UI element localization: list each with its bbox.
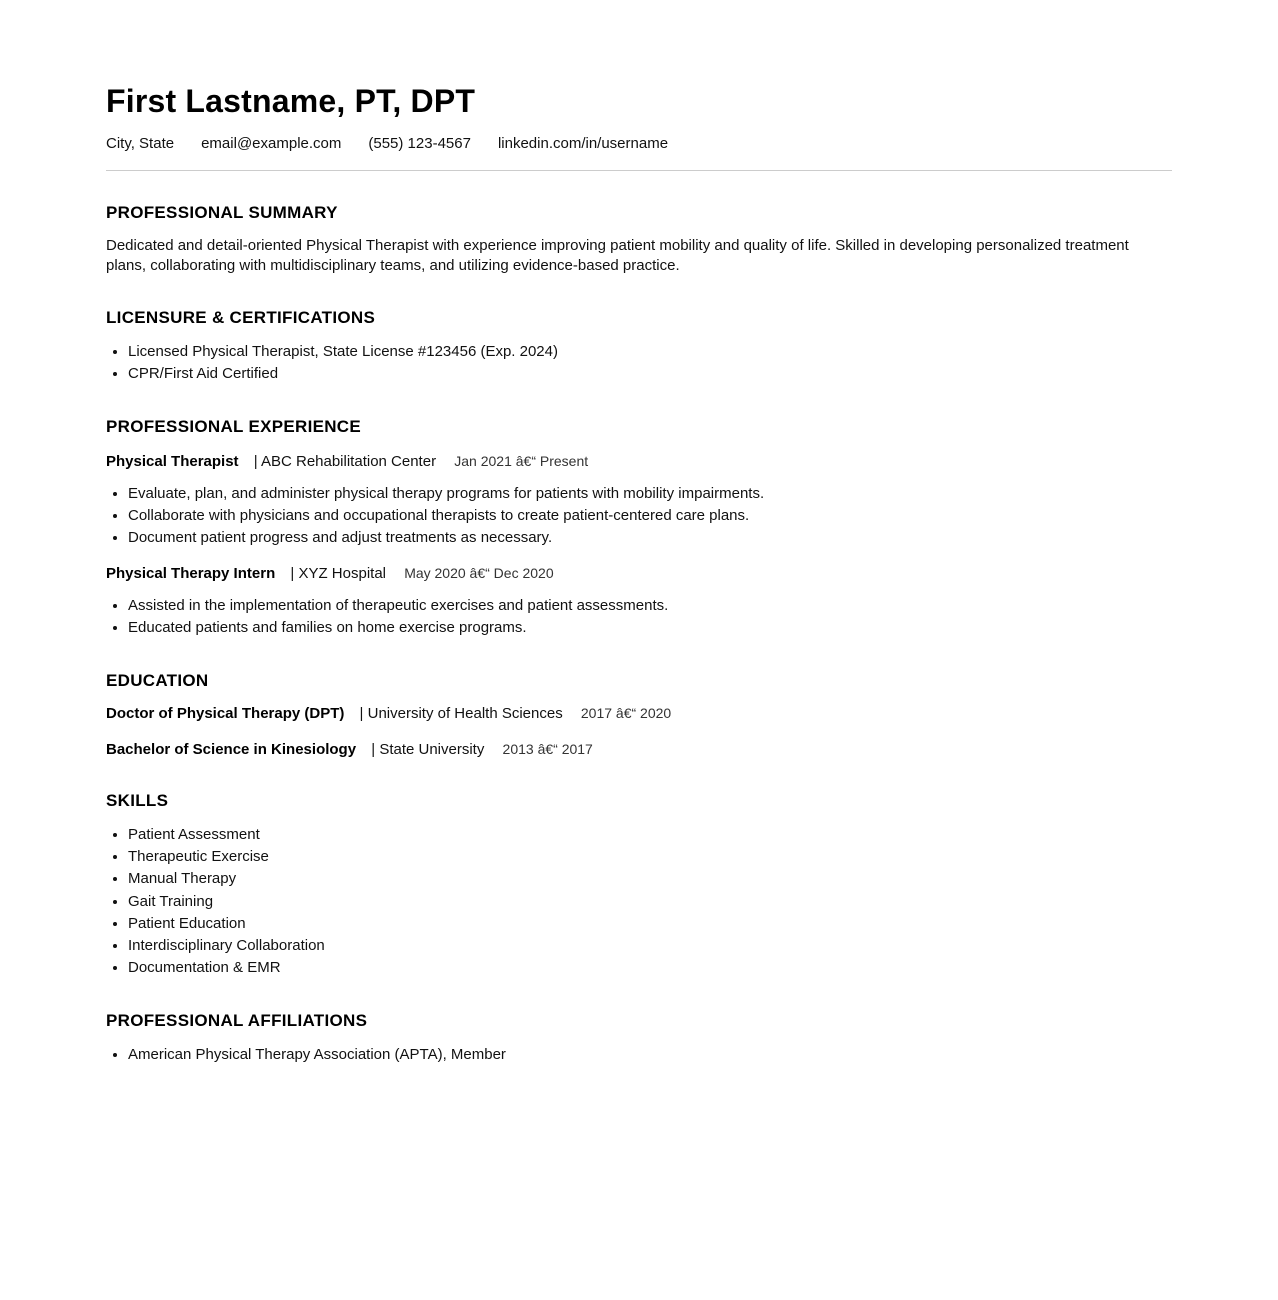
degree-school: | University of Health Sciences bbox=[359, 705, 563, 723]
education-degree-line bbox=[106, 704, 1172, 724]
summary-heading: PROFESSIONAL SUMMARY bbox=[106, 203, 338, 223]
job-company: | ABC Rehabilitation Center bbox=[253, 453, 437, 471]
affiliations-list bbox=[106, 1044, 1172, 1066]
job-dates: May 2020 â€“ Dec 2020 bbox=[404, 565, 554, 582]
header-divider bbox=[106, 170, 1172, 171]
job-bullet: • Collaborate with physicians and occupational therapists to create patient-centered care plans. bbox=[128, 505, 1172, 527]
job-bullet-list bbox=[106, 483, 1172, 550]
skill-item: • Gait Training bbox=[128, 891, 1172, 913]
skill-item: • Patient Assessment bbox=[128, 824, 1172, 846]
job-title: Physical Therapist bbox=[106, 453, 239, 471]
contact-row bbox=[106, 135, 1172, 152]
resume-name: First Lastname, PT, DPT bbox=[106, 83, 476, 119]
job-dates: Jan 2021 â€“ Present bbox=[454, 453, 589, 470]
skill-item: • Therapeutic Exercise bbox=[128, 846, 1172, 868]
contact-phone: (555) 123-4567 bbox=[368, 135, 471, 153]
degree-dates: 2013 â€“ 2017 bbox=[502, 740, 593, 757]
contact-email: email@example.com bbox=[201, 135, 342, 153]
affiliation-item: • American Physical Therapy Association (APTA), Member bbox=[128, 1044, 1172, 1066]
skills-list bbox=[106, 824, 1172, 979]
licensure-item: • Licensed Physical Therapist, State License #123456 (Exp. 2024) bbox=[128, 341, 1172, 363]
contact-location: City, State bbox=[106, 135, 175, 153]
education-heading: EDUCATION bbox=[106, 671, 209, 691]
experience-job bbox=[106, 564, 1172, 639]
skill-item: • Manual Therapy bbox=[128, 868, 1172, 890]
job-header-line bbox=[106, 564, 1172, 584]
licensure-item: • CPR/First Aid Certified bbox=[128, 363, 1172, 385]
education-degree-line bbox=[106, 740, 1172, 760]
affiliations-heading: PROFESSIONAL AFFILIATIONS bbox=[106, 1011, 368, 1031]
degree-title: Bachelor of Science in Kinesiology bbox=[106, 740, 357, 758]
contact-linkedin: linkedin.com/in/username bbox=[497, 135, 669, 153]
skills-heading: SKILLS bbox=[106, 791, 169, 811]
job-company: | XYZ Hospital bbox=[290, 565, 387, 583]
job-header-line bbox=[106, 452, 1172, 472]
degree-title: Doctor of Physical Therapy (DPT) bbox=[106, 705, 345, 723]
skill-item: • Interdisciplinary Collaboration bbox=[128, 935, 1172, 957]
job-bullet: • Educated patients and families on home exercise programs. bbox=[128, 617, 1172, 639]
degree-school: | State University bbox=[371, 740, 485, 758]
job-bullet-list bbox=[106, 595, 1172, 639]
summary-text: Dedicated and detail-oriented Physical Therapist with experience improving patient mobility and quality of life. Skilled in developing personalized treatment plans, collaborating with multidisciplinary teams, and utilizing evidence-based practice. bbox=[106, 237, 1129, 274]
experience-job bbox=[106, 452, 1172, 549]
licensure-list bbox=[106, 341, 1172, 385]
skill-item: • Patient Education bbox=[128, 913, 1172, 935]
job-bullet: • Document patient progress and adjust treatments as necessary. bbox=[128, 527, 1172, 549]
experience-heading: PROFESSIONAL EXPERIENCE bbox=[106, 417, 362, 437]
skill-item: • Documentation & EMR bbox=[128, 957, 1172, 979]
job-bullet: • Assisted in the implementation of therapeutic exercises and patient assessments. bbox=[128, 595, 1172, 617]
licensure-heading: LICENSURE & CERTIFICATIONS bbox=[106, 307, 376, 327]
degree-dates: 2017 â€“ 2020 bbox=[580, 705, 672, 722]
job-bullet: • Evaluate, plan, and administer physical therapy programs for patients with mobility impairments. bbox=[128, 483, 1172, 505]
job-title: Physical Therapy Intern bbox=[106, 565, 276, 583]
